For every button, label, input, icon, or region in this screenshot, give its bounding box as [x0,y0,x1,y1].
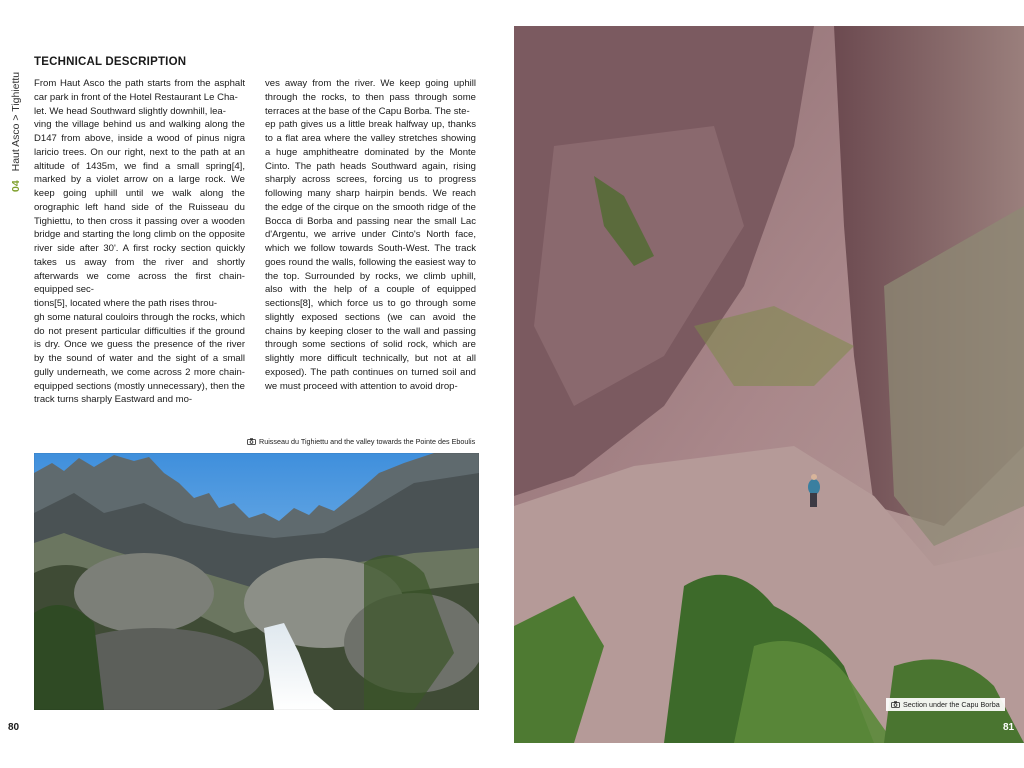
paragraph: ep path gives us a little break halfway up, thanks to a flat area where the valley stretches showing a huge amphitheatre dominated by the Monte Cinto. The path heads Southward again, rising sharply across screes, forcing us to progress following many sharp hairpin bends. We reach the edge of the cirque on the smooth ridge of the Bocca di Borba and passing near the small Lac d'Argentu, we arrive under Cinto's North face, which we follow towards South-West. The track goes round the walls, following the easiest way to the top. Surrounded by rocks, we climb uphill, also with the help of a couple of equipped sections[8], which force us to go through some slightly exposed sections (we can avoid the chains by keeping closer to the wall and passing through some sections of solid rock, which are slightly more difficult technically, but not at all exposed). The path continues on turned soil and we must proceed with attention to avoid drop- [265,119,476,392]
page-number-left: 80 [8,722,20,733]
camera-icon [247,438,256,445]
text-column-right [265,77,476,393]
caption-text: Ruisseau du Tighiettu and the valley towards the Pointe des Eboulis [259,437,476,446]
page-number-right: 81 [1003,722,1015,733]
breadcrumb: Haut Asco > Tighiettu [10,71,22,172]
paragraph: ves away from the river. We keep going uphill through the rocks, to then pass through some terraces at the base of the Capu Borba. The ste- [265,78,476,117]
paragraph: ving the village behind us and walking along the D147 from above, inside a wood of pinus nigra laricio trees. On our right, next to the path at an altitude of 1435m, we find a small spring[4], marked by a violet arrow on a large rock. We keep going uphill until we walk along the orographic left hand side of the Ruisseau du Tighiettu, to then cross it passing over a wooden bridge and starting the long climb on the opposite river side after 30'. A first rocky section quickly takes us away from the river and shortly afterwards we come across the first chain-equipped sec- [34,119,245,296]
photo-caption-right [886,698,1005,711]
paragraph: From Haut Asco the path starts from the asphalt car park in front of the Hotel Restaurant Le Cha- [34,78,245,103]
paragraph: let. We head Southward slightly downhill, lea- [34,105,226,117]
camera-icon [891,701,900,708]
paragraph: tions[5], located where the path rises throu- [34,298,218,309]
photo-waterfall-valley [34,453,479,710]
caption-text: Section under the Capu Borba [903,700,1000,709]
paragraph: gh some natural couloirs through the rocks, which do not present particular difficulties if the ground is dry. Once we guess the presence of the river by the sound of water and the sight of a small gully underneath, we come across 2 more chain-equipped sections (mostly unnecessary), then the track turns sharply Eastward and mo- [34,311,245,406]
chapter-number: 04 [10,180,22,192]
section-title: TECHNICAL DESCRIPTION [34,56,187,68]
running-head [6,62,26,192]
photo-caption-left [247,437,475,446]
text-column-left [34,77,245,407]
photo-capu-borba [514,26,1024,743]
